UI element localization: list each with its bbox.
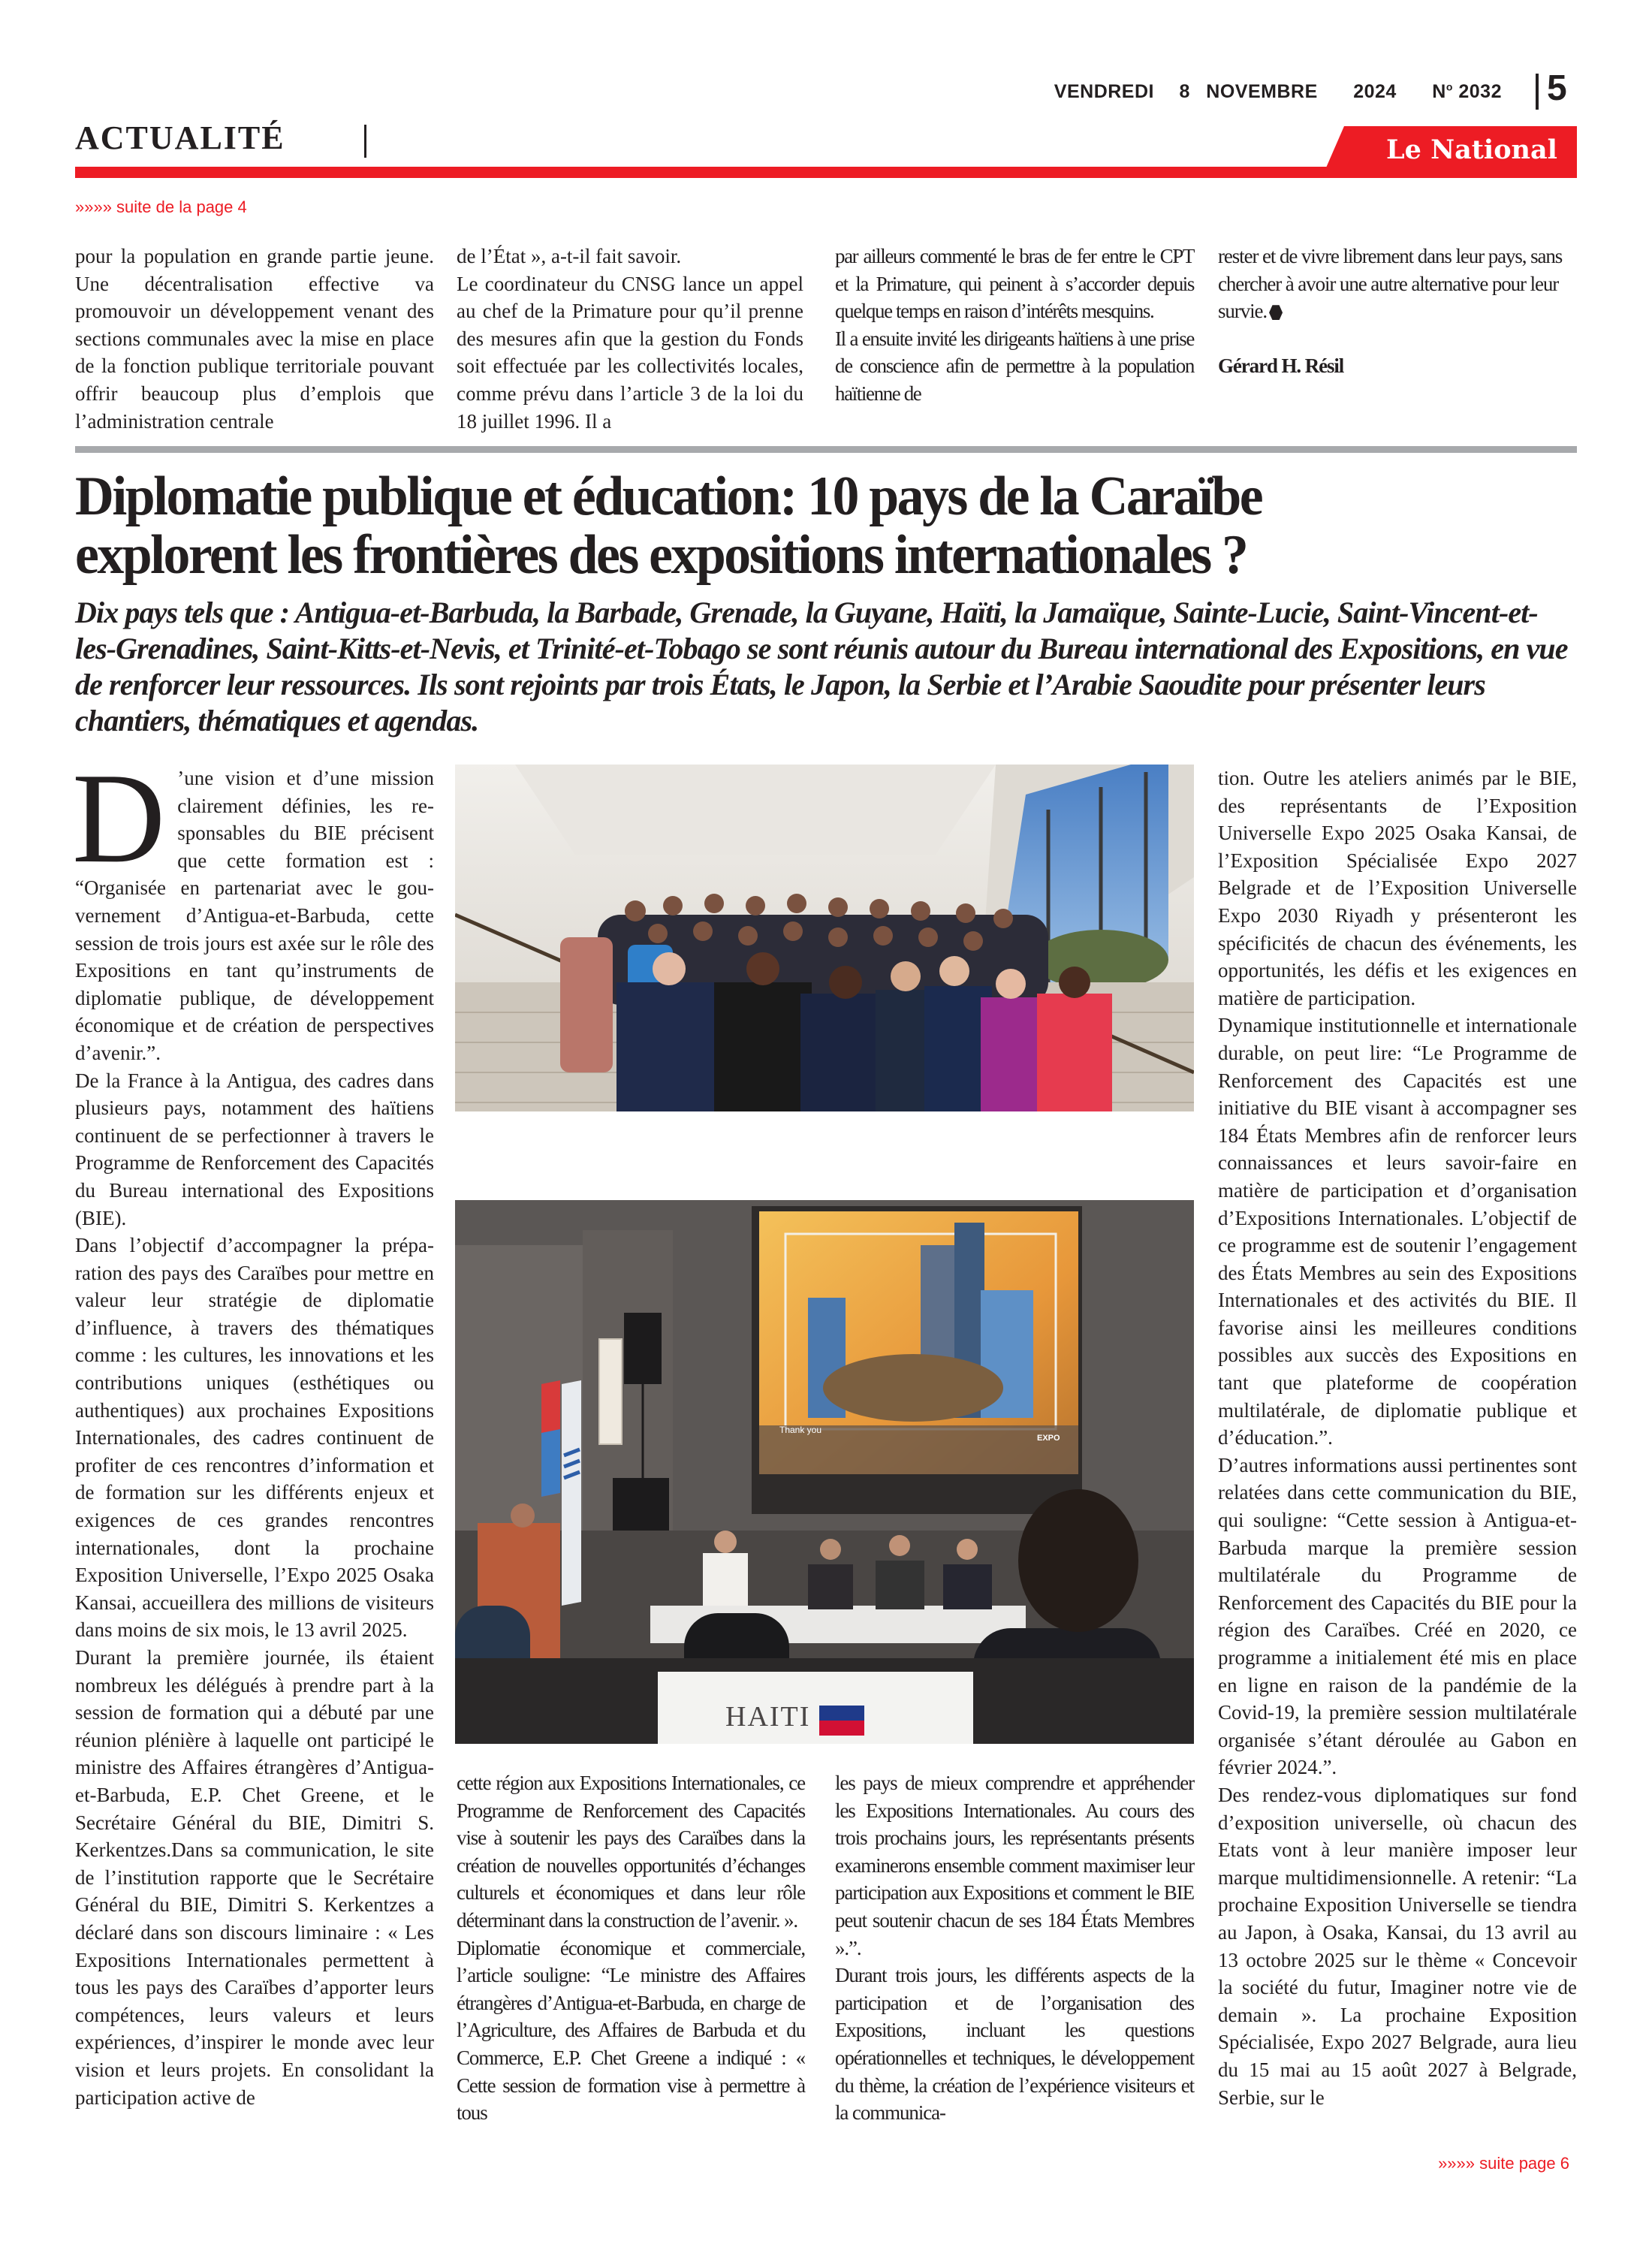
- paragraph: Dans l’objectif d’accompagner la préparation des pays des Caraïbes pour mettre en valeur leur stratégie de diplomatie d’influence, à travers des thématiques comme : les cultures, les innovations et les contributions uniques (esthétiques ou authentiques) aux prochaines Expositions Internationales, des cadres continuent de profiter de ces rencontres d’information et de formation sur les différents enjeux et exigences de ces grandes rencontres internationales, dont la prochaine Exposition Universelle, l’Expo 2025 Osaka Kansai, accueillera des millions de visiteurs dans moins de six mois, le 13 avril 2025.: [75, 1234, 434, 1642]
- dateline-day: VENDREDI: [1054, 81, 1154, 103]
- headline-line-2: explorent les frontières des expositions internationales ?: [75, 524, 1247, 586]
- screen-expo-logo: EXPO: [1037, 1434, 1060, 1443]
- paragraph: Dynamique institutionnelle et internationale durable, on peut lire: “Le Programme de Renforcement des Capacités est une initiative du BIE visant à accompagner ses 184 États Membres afin de renforcer leurs connaissances et leurs savoir-faire en matière de participation et d’organisation d’Expositions Internationales. L’objectif de ce programme est de soutenir l’engagement des États Membres au sein des Expositions Internationales et des activités du BIE. Il favorise ainsi les meilleures conditions possibles aux succès des Expositions en tant que plateforme de coopération multilatérale, de diplomatie publique et d’éducation.”.: [1218, 1014, 1577, 1449]
- paragraph: Diplomatie économique et commerciale, l’article souligne: “Le ministre des Affaires étrangères d’Antigua-et-Barbuda, en charge de l’Agriculture, des Affaires de Barbuda et du Commerce, E.P. Chet Greene a indiqué : « Cette session de formation vise à permettre à tous: [457, 1936, 805, 2125]
- photo-conference-room-image: [455, 1200, 1194, 1744]
- brand-logo: Le National: [1386, 134, 1557, 165]
- paragraph: [1218, 243, 1575, 325]
- article-deck: Dix pays tels que : Antigua-et-Barbuda, la Barbade, Grenade, la Guyane, Haïti, la Jamaïque, Sainte-Lucie, Saint-Vincent-et-les-Grenadines, Saint-Kitts-et-Nevis, et Trinité-et-Tobago se sont réunis autour du Bureau international des Expositions, en vue de renforcer leur ressources. Ils sont rejoints par trois États, le Japon, la Serbie et l’Arabie Saoudite pour présenter leurs chantiers, thématiques et agendas.: [75, 596, 1568, 737]
- end-mark-icon: [1269, 305, 1283, 320]
- dateline-month: NOVEMBRE: [1206, 81, 1318, 103]
- article-col-4: [1218, 765, 1577, 2111]
- dateline-year: 2024: [1353, 81, 1397, 103]
- paragraph: Durant la première journée, ils étaient nombreux les délégués à prendre part à la session de formation qui a débuté par une réunion plénière à laquelle ont participé le ministre des Affaires étrangères d’Antigua-et-Barbuda, E.P. Chet Greene, et le Secrétaire Général du BIE, Dimitri S. Kerkentzes.Dans sa communication, le site de l’institution rapporte que le Secrétaire Général du BIE, Dimitri S. Kerkentzes a déclaré dans son discours liminaire : « Les Expositions Internationales permettent à tous les pays des Caraïbes d’apporter leurs compétences, leurs valeurs et leurs expériences, d’inspirer le monde avec leur vision et leurs projets. En consolidant la participation active de: [75, 1646, 434, 2109]
- paragraph: Des rendez-vous diplomatiques sur fond d’exposition universelle, où chacun des Etats vont à leur manière imposer leur marque multidimensionnelle. A retenir: “La prochaine Exposition Universelle se tiendra au Japon, à Osaka, Kansai, du 13 avril au 13 octobre 2025 sur le thème « Concevoir la société du futur, Imaginer notre vie de demain ». La prochaine Exposition Spécialisée, Expo 2027 Belgrade, aura lieu du 15 mai au 15 août 2027 à Belgrade, Serbie, sur le: [1218, 1783, 1577, 2109]
- paragraph: cette région aux Expositions Internationales, ce Programme de Renforcement des Capacités vise à soutenir les pays des Caraïbes dans la création de nouvelles opportunités d’échanges culturels et économiques et dans leur rôle déterminant dans la construction de l’avenir. ».: [457, 1772, 805, 1932]
- prev-article-col-3: [835, 243, 1194, 408]
- article-col-1: [72, 747, 434, 2111]
- prev-article-col-1: [75, 243, 434, 435]
- article-col-2: [457, 1769, 805, 2127]
- paragraph: les pays de mieux comprendre et appréhender les Expositions Internationales. Au cours des trois prochains jours, les représentants présents examinerons ensemble comment maximiser leur participation aux Expositions et comment le BIE peut soutenir chacun de ses 184 États Membres ».”.: [835, 1772, 1194, 1959]
- closing-text: rester et de vivre librement dans leur pays, sans chercher à avoir une autre alternative pour leur survie.: [1218, 245, 1563, 323]
- section-title: ACTUALITÉ: [75, 119, 285, 156]
- dateline: [1035, 81, 1502, 103]
- section-divider: [364, 125, 366, 158]
- prev-article-col-4: [1218, 243, 1575, 379]
- paragraph: pour la population en grande partie jeune. Une décentralisation effective va promouvoir un développement venant des sections communales avec la mise en place de la fonction publique territoriale pouvant offrir beaucoup plus d’emplois que l’administration centrale: [75, 245, 434, 433]
- paragraph: Il a ensuite invité les dirigeants haïtiens à une prise de conscience afin de permettre à la population haïtienne de: [835, 327, 1194, 405]
- headline: [75, 467, 1532, 584]
- paragraph: Durant trois jours, les différents aspects de la participation et de l’organisation des Expositions, incluant les questions opérationnelles et techniques, le développement du thème, la création de l’expérience visiteurs et la communica-: [835, 1964, 1194, 2125]
- paragraph: par ailleurs commenté le bras de fer entre le CPT et la Primature, qui peinent à s’accorder depuis quelque temps en raison d’intérêts mesquins.: [835, 245, 1194, 323]
- dateline-date: 8: [1179, 81, 1190, 103]
- table-sign-haiti: HAITI: [725, 1701, 811, 1733]
- haiti-flag-icon: [819, 1706, 864, 1721]
- paragraph: D ’une vision et d’une mission clairement définies, les responsables du BIE précisent que cette formation est : “Organisée en partenariat avec le gouvernement d’Antigua-et-Barbuda, cette session de trois jours est axée sur le rôle des Expositions en tant qu’instruments de diplomatie publique, de développement économique et de création de perspectives d’avenir.”.: [72, 747, 434, 1064]
- issue-number: $N^o$ 2032: [1432, 81, 1502, 103]
- byline: Gérard H. Résil: [1218, 354, 1344, 377]
- page-number: 5: [1547, 68, 1567, 108]
- drop-cap: D: [72, 747, 166, 890]
- article-divider: [75, 446, 1577, 453]
- paragraph: tion. Outre les ateliers animés par le BIE, des représentants de l’Exposition Universelle Expo 2025 Osaka Kansai, de l’Exposition Spécialisée Expo 2027 Belgrade et de l’Exposition Universelle Expo 2030 Riyadh y présenteront les spécificités de chacun des événements, les opportunités, les défis et les exigences en matière de participation.: [1218, 767, 1577, 1009]
- article-col-3: [835, 1769, 1194, 2127]
- continued-to-link[interactable]: »»»» suite page 6: [1438, 2154, 1569, 2173]
- headline-line-1: Diplomatie publique et éducation: 10 pays de la Caraïbe: [75, 466, 1262, 527]
- paragraph: D’autres informations aussi pertinentes sont relatées dans cette communication du BIE, qui souligne: “Cette session à Antigua-et-Barbuda marque la première session multilatérale du Programme de Renforcement des Capacités du BIE pour la région des Caraïbes. Créé en 2020, ce programme a initialement été mis en place en ligne en raison de la pandémie de la Covid-19, la première session multilatérale organisée s’étant déroulée au Gabon en février 2024.”.: [1218, 1453, 1577, 1779]
- photo-group-staircase: [455, 765, 1194, 1111]
- screen-caption: Thank you: [779, 1425, 822, 1435]
- paragraph: de l’État », a-t-il fait savoir.: [457, 245, 682, 267]
- photo-group-staircase-image: [455, 765, 1194, 1111]
- continued-from-link[interactable]: »»»» suite de la page 4: [75, 198, 247, 216]
- prev-article-col-2: [457, 243, 803, 435]
- paragraph: De la France à la Antigua, des cadres dans plusieurs pays, notamment des haïtiens continuent de se perfectionner à travers le Programme de Renforcement des Capacités du Bureau international des Expositions (BIE).: [75, 1069, 434, 1229]
- page-number-divider: [1536, 74, 1539, 110]
- photo-conference-room: [455, 1200, 1194, 1744]
- paragraph: Le coordinateur du CNSG lance un appel au chef de la Primature pour qu’il prenne des mesures afin que la gestion du Fonds soit effectuée par les collectivités locales, comme prévu dans l’article 3 de la loi du 18 juillet 1996. Il a: [457, 272, 803, 433]
